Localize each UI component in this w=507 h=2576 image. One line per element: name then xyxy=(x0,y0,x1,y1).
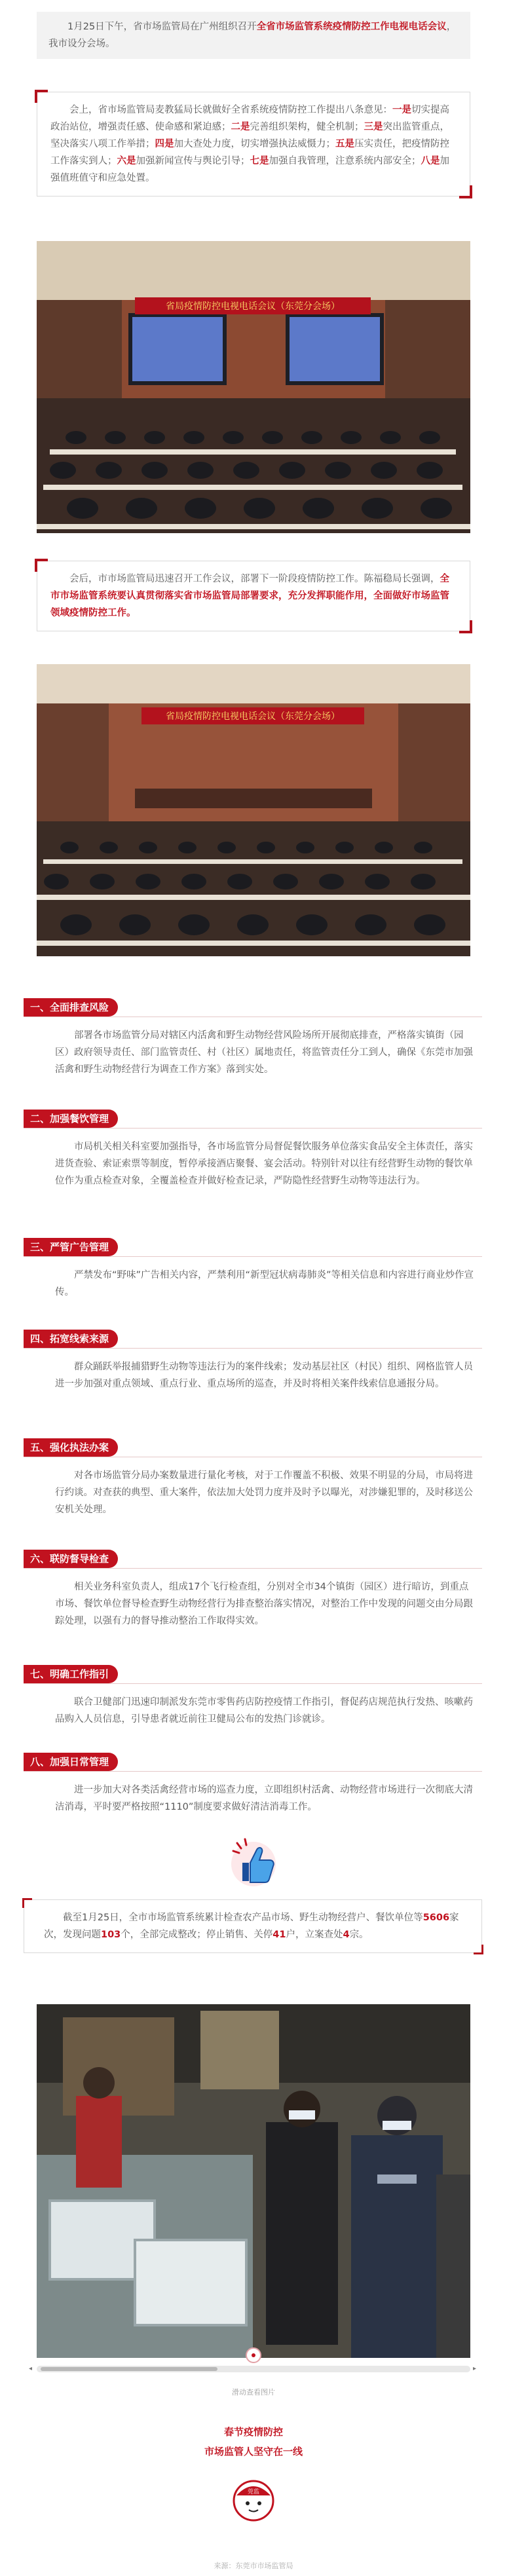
meeting-photo-2 xyxy=(37,664,470,956)
section-4-header xyxy=(24,1330,118,1348)
section-3-header xyxy=(24,1238,118,1256)
eight-opinions-text: 会上，省市场监管局麦教猛局长就做好全省系统疫情防控工作提出八条意见：一是切实提高政治站位，增强责任感、使命感和紧迫感；二是完善组织架构，健全机制；三是突出监管重点，坚决落实八项工作举措；四是加大查处力度，切实增强执法威慑力；五是压实责任，把疫情防控工作落实到人；六是加强新闻宣传与舆论引导；七是加强自我管理，注意系统内部安全；八是加强值班值守和应急处置。 xyxy=(50,105,449,183)
summary-closed: 41 xyxy=(272,1930,286,1940)
section-3-body: 严禁发布“野味”广告相关内容，严禁利用“新型冠状病毒肺炎”等相关信息和内容进行商业炒作宣传。 xyxy=(55,1270,474,1297)
section-3-divider xyxy=(24,1256,482,1257)
eight-opinions-box xyxy=(37,92,470,196)
section-7-divider xyxy=(24,1683,482,1684)
mascot-icon xyxy=(227,2473,280,2526)
footer-title-line2: 市场监管人坚守在一线 xyxy=(204,2446,303,2457)
carousel-scrollbar[interactable] xyxy=(37,2366,470,2372)
section-1-title: 一、全面排查风险 xyxy=(24,998,118,1017)
section-4-body: 群众踊跃举报捕猎野生动物等违法行为的案件线索；发动基层社区（村民）组织、网格监管人员进一步加强对重点领域、重点行业、重点场所的巡查，并及时将相关案件线索信息通报分局。 xyxy=(55,1362,473,1389)
section-6-header xyxy=(24,1550,118,1568)
meeting-photo-1 xyxy=(37,241,470,533)
swipe-hint-icon xyxy=(246,2347,261,2363)
section-8-body: 进一步加大对各类活禽经营市场的巡查力度，立即组织村活禽、动物经营市场进行一次彻底大清洁消毒，平时要严格按照“1110”制度要求做好清洁消毒工作。 xyxy=(55,1785,473,1812)
lead-text-2: ，我市设分会场。 xyxy=(48,22,457,49)
summary-text: 截至1月25日，全市市场监管系统累计检查农产品市场、野生动物经营户、餐饮单位等5606家次，发现问题103个，全部完成整改；停止销售、关停41户，立案查处4宗。 xyxy=(44,1913,459,1940)
summary-box xyxy=(24,1899,482,1953)
section-3-title: 三、严管广告管理 xyxy=(24,1238,118,1256)
section-8-header xyxy=(24,1753,118,1771)
post-meeting-box xyxy=(37,561,470,631)
summary-cases: 4 xyxy=(343,1930,350,1940)
carousel-scroll-thumb[interactable] xyxy=(41,2367,217,2371)
section-8-title: 八、加强日常管理 xyxy=(24,1753,118,1771)
section-6-title: 六、联防督导检查 xyxy=(24,1550,118,1568)
thumbs-up-icon xyxy=(225,1834,282,1890)
section-5-body: 对各市场监管分局办案数量进行量化考核，对于工作覆盖不积极、效果不明显的分局，市局将进行约谈。对查获的典型、重大案件，依法加大处罚力度并及时予以曝光，对涉嫌犯罪的，及时移送公安机关处理。 xyxy=(55,1470,473,1515)
market-inspection-photo[interactable] xyxy=(37,2004,470,2358)
carousel-caption: 滑动查看图片 xyxy=(232,2388,275,2397)
meeting-banner-1: 省局疫情防控电视电话会议（东莞分会场） xyxy=(166,301,340,312)
lead-paragraph xyxy=(37,12,470,59)
section-2-body: 市局机关相关科室要加强指导，各市场监管分局督促餐饮服务单位落实食品安全主体责任，落实进货查验、索证索票等制度，暂停承接酒店聚餐、宴会活动。特别针对以往有经营野生动物的餐饮单位作为重点检查对象，全覆盖检查并做好检查记录，严防隐性经营野生动物等违法行为。 xyxy=(55,1142,473,1186)
scroll-right-arrow-icon[interactable]: ▸ xyxy=(473,2365,477,2372)
summary-problems: 103 xyxy=(101,1930,121,1940)
meeting-banner-2: 省局疫情防控电视电话会议（东莞分会场） xyxy=(166,711,340,722)
footer-title-line1: 春节疫情防控 xyxy=(223,2426,283,2438)
section-2-divider xyxy=(24,1128,482,1129)
section-7-header xyxy=(24,1665,118,1683)
lead-text-1: 1月25日下午，省市场监管局在广州组织召开 xyxy=(67,22,257,32)
lead-highlight: 全省市场监管系统疫情防控工作电视电话会议 xyxy=(256,22,447,32)
article-source: 来源：东莞市市场监管局 xyxy=(214,2562,293,2570)
section-6-body: 相关业务科室负责人，组成17个飞行检查组，分别对全市34个镇街（园区）进行暗访，到重点市场、餐饮单位督导检查野生动物经营行为排查整治落实情况，对整治工作中发现的问题交由分局跟踪处理，以强有力的督导推动整治工作取得实效。 xyxy=(55,1582,473,1626)
section-2-header xyxy=(24,1110,118,1128)
mascot-label: 莞监 xyxy=(247,2489,260,2495)
section-7-title: 七、明确工作指引 xyxy=(24,1665,118,1683)
section-5-header xyxy=(24,1438,118,1457)
section-1-body: 部署各市场监管分局对辖区内活禽和野生动物经营风险场所开展彻底排查，严格落实镇街（园区）政府领导责任、部门监管责任、村（社区）属地责任，将监管责任分工到人，确保《东莞市加强活禽和野生动物经营行为调查工作方案》落到实处。 xyxy=(55,1030,473,1075)
section-7-body: 联合卫健部门迅速印制派发东莞市零售药店防控疫情工作指引，督促药店规范执行发热、咳嗽药品购入人员信息，引导患者就近前往卫健局公布的发热门诊就诊。 xyxy=(55,1697,473,1725)
scroll-left-arrow-icon[interactable]: ◂ xyxy=(29,2365,33,2372)
section-4-title: 四、拓宽线索来源 xyxy=(24,1330,118,1348)
section-4-divider xyxy=(24,1348,482,1349)
section-5-title: 五、强化执法办案 xyxy=(24,1438,118,1457)
section-6-divider xyxy=(24,1568,482,1569)
section-1-header xyxy=(24,998,118,1017)
post-meeting-text: 会后，市市场监管局迅速召开工作会议，部署下一阶段疫情防控工作。陈福稳局长强调，全市市场监管系统要认真贯彻落实省市场监管局部署要求，充分发挥职能作用，全面做好市场监管领域疫情防控工作。 xyxy=(50,574,449,618)
section-8-divider xyxy=(24,1771,482,1772)
summary-inspections: 5606 xyxy=(423,1913,450,1923)
section-2-title: 二、加强餐饮管理 xyxy=(24,1110,118,1128)
